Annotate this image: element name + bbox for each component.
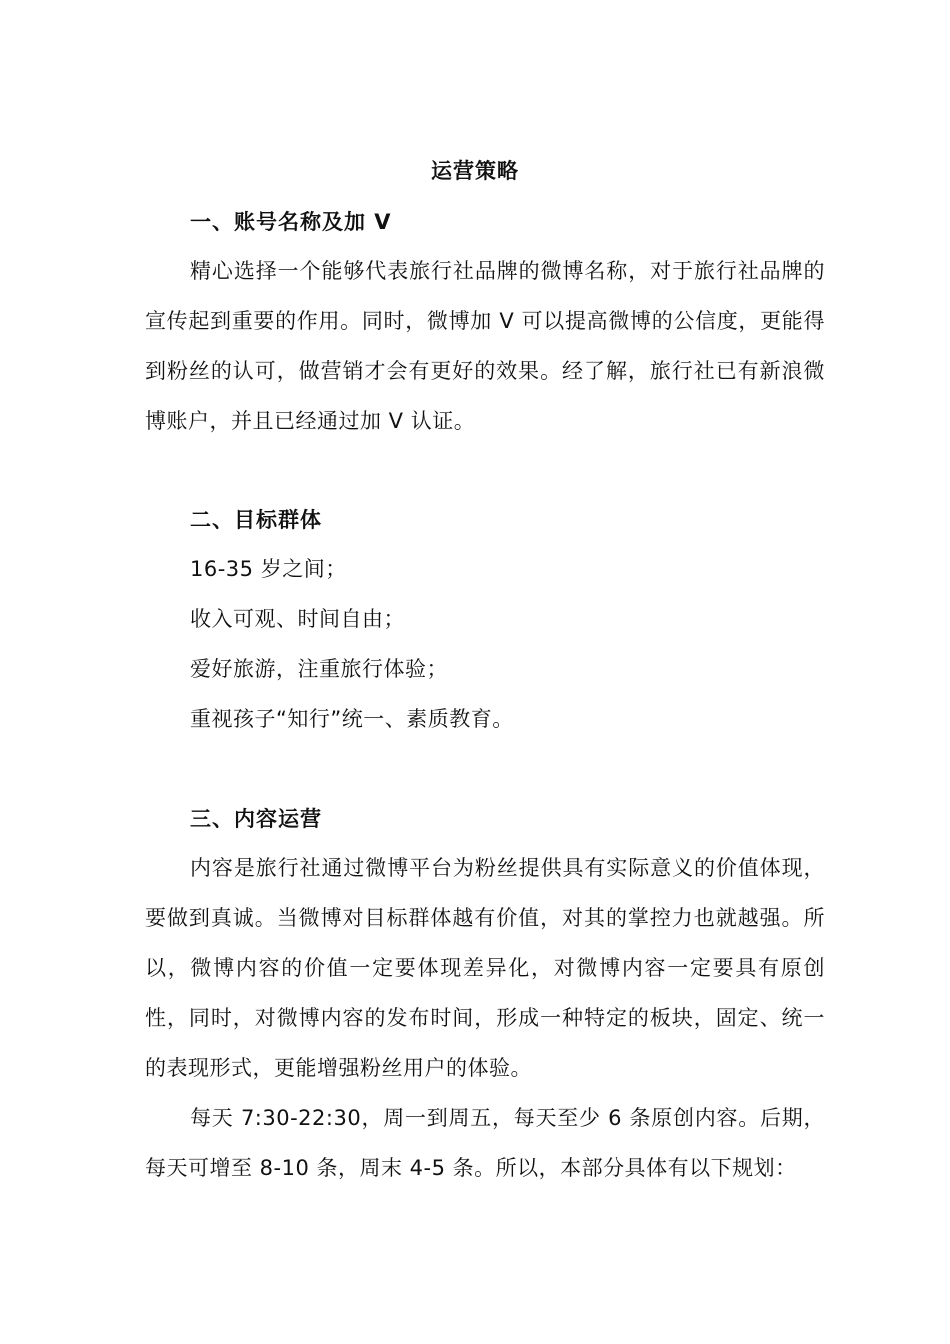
section-paragraph-schedule: 每天 7:30-22:30，周一到周五，每天至少 6 条原创内容。后期，每天可增至 8-10 条，周末 4-5 条。所以，本部分具体有以下规划： [145, 1106, 825, 1180]
target-item: 重视孩子“知行”统一、素质教育。 [190, 707, 514, 731]
section-heading-target: 二、目标群体 [190, 508, 322, 532]
section-paragraph-content: 内容是旅行社通过微博平台为粉丝提供具有实际意义的价值体现，要做到真诚。当微博对目标群体越有价值，对其的掌控力也就越强。所以，微博内容的价值一定要体现差异化，对微博内容一定要具有原创性，同时，对微博内容的发布时间，形成一种特定的板块，固定、统一的表现形式，更能增强粉丝用户的体验。 [145, 856, 825, 1080]
section-paragraph-account: 精心选择一个能够代表旅行社品牌的微博名称，对于旅行社品牌的宣传起到重要的作用。同时，微博加 V 可以提高微博的公信度，更能得到粉丝的认可，做营销才会有更好的效果。经了解，旅行社已有新浪微博账户，并且已经通过加 V 认证。 [145, 259, 825, 433]
section-heading-account: 一、账号名称及加 V [190, 210, 392, 234]
target-item: 收入可观、时间自由； [190, 607, 405, 631]
target-item: 爱好旅游，注重旅行体验； [190, 657, 448, 681]
target-item: 16-35 岁之间； [190, 557, 347, 581]
section-heading-content: 三、内容运营 [190, 807, 322, 831]
document-title: 运营策略 [431, 159, 519, 183]
